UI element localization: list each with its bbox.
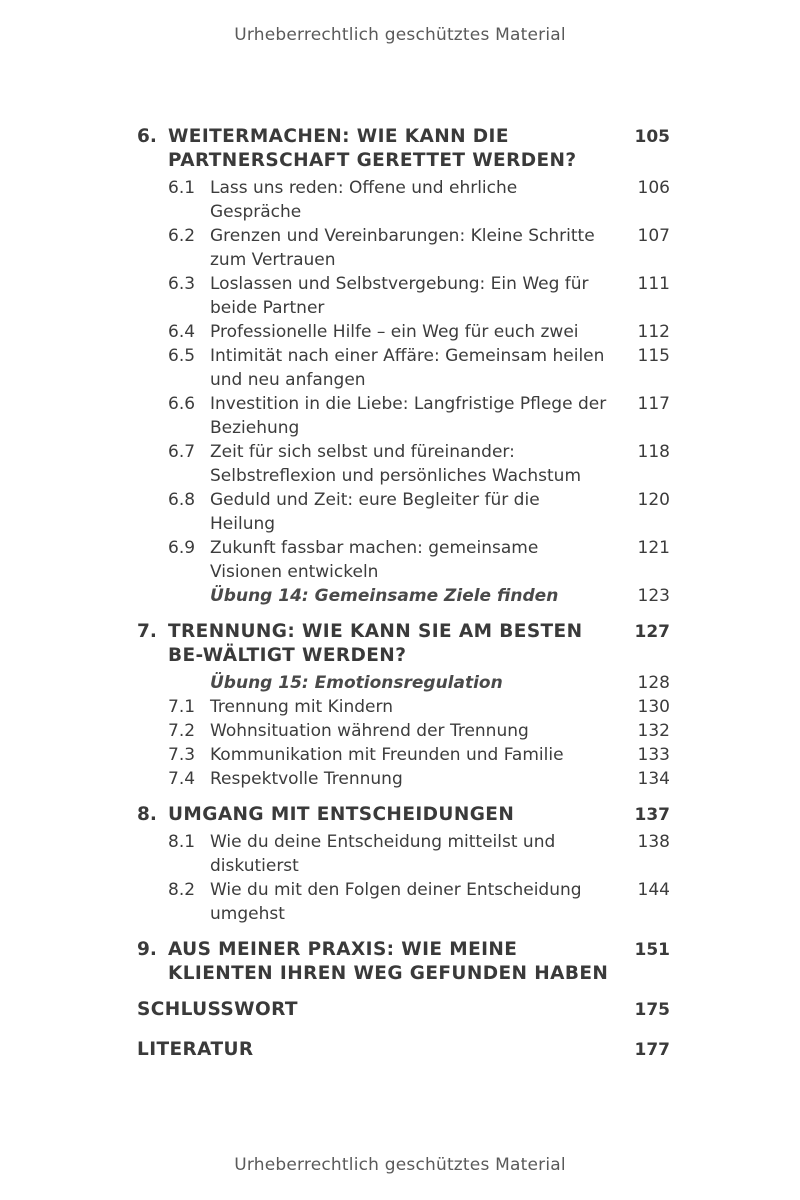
toc-entry[interactable] xyxy=(137,392,670,440)
chapter-page-number: 105 xyxy=(634,127,670,147)
entry-page-number: 130 xyxy=(637,697,670,717)
chapter-title: UMGANG MIT ENTSCHEIDUNGEN xyxy=(168,804,515,825)
chapter-title: AUS MEINER PRAXIS: WIE MEINE KLIENTEN IHREN WEG GEFUNDEN HABEN xyxy=(168,939,609,984)
chapter-number: 9. xyxy=(137,939,157,960)
entry-page-number: 138 xyxy=(637,832,670,852)
entry-title: Lass uns reden: Offene und ehrliche Gespräche xyxy=(210,178,518,222)
entry-page-number: 144 xyxy=(637,880,670,900)
chapter-title: TRENNUNG: WIE KANN SIE AM BESTEN BE-WÄLTIGT WERDEN? xyxy=(168,621,583,666)
entry-page-number: 115 xyxy=(637,346,670,366)
chapter-number: 6. xyxy=(137,126,157,147)
watermark-bottom: Urheberrechtlich geschütztes Material xyxy=(234,1155,566,1175)
exercise-entry[interactable] xyxy=(137,671,670,695)
table-of-contents xyxy=(137,125,670,1078)
chapter-number: 7. xyxy=(137,621,157,642)
entry-number: 7.4 xyxy=(168,769,196,789)
entry-title: Grenzen und Vereinbarungen: Kleine Schritte zum Vertrauen xyxy=(210,226,595,270)
chapter-page-number: 137 xyxy=(634,805,670,825)
toc-entry[interactable] xyxy=(137,176,670,224)
entry-title: Kommunikation mit Freunden und Familie xyxy=(210,745,564,765)
chapter-heading[interactable] xyxy=(137,125,670,173)
entry-page-number: 118 xyxy=(637,442,670,462)
entry-number: 7.2 xyxy=(168,721,196,741)
entry-number: 6.3 xyxy=(168,274,196,294)
chapter-8[interactable] xyxy=(137,803,670,926)
exercise-entry[interactable] xyxy=(137,584,670,608)
entry-number: 6.8 xyxy=(168,490,196,510)
toc-entry[interactable] xyxy=(137,344,670,392)
section-schlusswort[interactable] xyxy=(137,998,670,1022)
section-literatur[interactable] xyxy=(137,1038,670,1062)
toc-entry[interactable] xyxy=(137,488,670,536)
chapter-page-number: 175 xyxy=(634,1000,670,1020)
entry-title: Respektvolle Trennung xyxy=(210,769,403,789)
chapter-page-number: 177 xyxy=(634,1040,670,1060)
entry-number: 6.6 xyxy=(168,394,196,414)
entry-page-number: 121 xyxy=(637,538,670,558)
entry-page-number: 132 xyxy=(637,721,670,741)
toc-entry[interactable] xyxy=(137,767,670,791)
entry-page-number: 128 xyxy=(637,673,670,693)
toc-entry[interactable] xyxy=(137,536,670,584)
chapter-title: SCHLUSSWORT xyxy=(137,999,298,1020)
toc-entry[interactable] xyxy=(137,440,670,488)
chapter-6[interactable] xyxy=(137,125,670,608)
toc-entry[interactable] xyxy=(137,878,670,926)
chapter-heading[interactable] xyxy=(137,620,670,668)
entry-page-number: 106 xyxy=(637,178,670,198)
entry-title: Wie du deine Entscheidung mitteilst und diskutierst xyxy=(210,832,556,876)
chapter-page-number: 151 xyxy=(634,940,670,960)
toc-entry[interactable] xyxy=(137,695,670,719)
entry-title: Zeit für sich selbst und füreinander: Selbstreflexion und persönliches Wachstum xyxy=(210,442,582,486)
entry-number: 7.1 xyxy=(168,697,196,717)
entry-number: 6.9 xyxy=(168,538,196,558)
entry-title: Intimität nach einer Affäre: Gemeinsam heilen und neu anfangen xyxy=(210,346,605,390)
entry-page-number: 120 xyxy=(637,490,670,510)
entry-page-number: 112 xyxy=(637,322,670,342)
chapter-title: LITERATUR xyxy=(137,1039,254,1060)
toc-entry[interactable] xyxy=(137,272,670,320)
chapter-title: WEITERMACHEN: WIE KANN DIE PARTNERSCHAFT GERETTET WERDEN? xyxy=(168,126,577,171)
entry-title: Wie du mit den Folgen deiner Entscheidung umgehst xyxy=(210,880,582,924)
watermark-top: Urheberrechtlich geschütztes Material xyxy=(234,25,566,45)
chapter-heading[interactable] xyxy=(137,998,670,1022)
chapter-entries xyxy=(137,830,670,926)
chapter-number: 8. xyxy=(137,804,157,825)
chapter-heading[interactable] xyxy=(137,938,670,986)
chapter-heading[interactable] xyxy=(137,1038,670,1062)
entry-number: 6.2 xyxy=(168,226,196,246)
entry-number: 6.4 xyxy=(168,322,196,342)
entry-title: Wohnsituation während der Trennung xyxy=(210,721,529,741)
toc-entry[interactable] xyxy=(137,224,670,272)
toc-entry[interactable] xyxy=(137,719,670,743)
toc-entry[interactable] xyxy=(137,320,670,344)
entry-title: Trennung mit Kindern xyxy=(210,697,393,717)
entry-number: 8.1 xyxy=(168,832,196,852)
exercise-title: Übung 15: Emotionsregulation xyxy=(210,673,503,693)
entry-number: 8.2 xyxy=(168,880,196,900)
chapter-9[interactable] xyxy=(137,938,670,986)
chapter-entries xyxy=(137,176,670,608)
toc-entry[interactable] xyxy=(137,830,670,878)
toc-entry[interactable] xyxy=(137,743,670,767)
entry-number: 7.3 xyxy=(168,745,196,765)
entry-title: Professionelle Hilfe – ein Weg für euch zwei xyxy=(210,322,579,342)
entry-title: Zukunft fassbar machen: gemeinsame Visionen entwickeln xyxy=(210,538,539,582)
entry-page-number: 111 xyxy=(637,274,670,294)
exercise-title: Übung 14: Gemeinsame Ziele finden xyxy=(210,586,559,606)
chapter-entries xyxy=(137,671,670,791)
entry-title: Geduld und Zeit: eure Begleiter für die Heilung xyxy=(210,490,540,534)
entry-number: 6.1 xyxy=(168,178,196,198)
entry-title: Loslassen und Selbstvergebung: Ein Weg für beide Partner xyxy=(210,274,589,318)
chapter-page-number: 127 xyxy=(634,622,670,642)
entry-page-number: 134 xyxy=(637,769,670,789)
entry-page-number: 123 xyxy=(637,586,670,606)
chapter-heading[interactable] xyxy=(137,803,670,827)
entry-page-number: 117 xyxy=(637,394,670,414)
entry-title: Investition in die Liebe: Langfristige Pflege der Beziehung xyxy=(210,394,607,438)
entry-page-number: 133 xyxy=(637,745,670,765)
chapter-7[interactable] xyxy=(137,620,670,791)
entry-number: 6.5 xyxy=(168,346,196,366)
entry-page-number: 107 xyxy=(637,226,670,246)
entry-number: 6.7 xyxy=(168,442,196,462)
